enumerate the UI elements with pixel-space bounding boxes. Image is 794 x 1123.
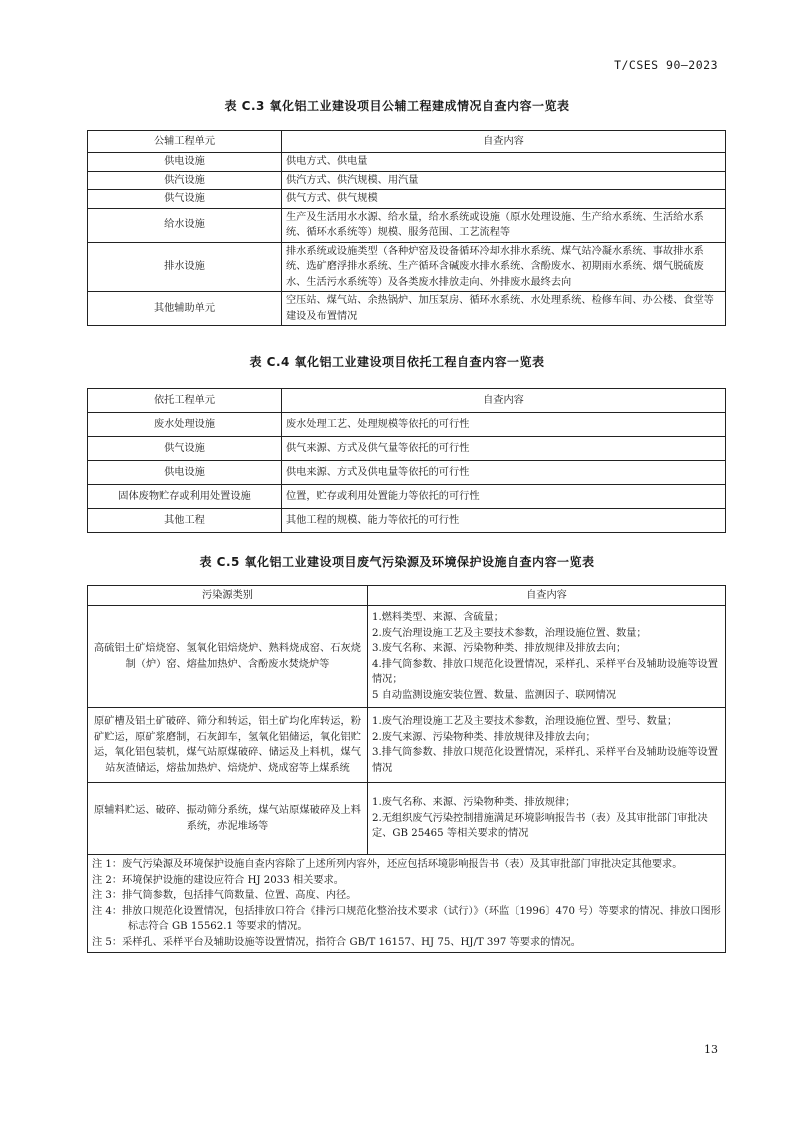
- table-row: [88, 461, 726, 485]
- standard-code: T/CSES 90—2023: [614, 58, 718, 72]
- table-cell: 废水处理工艺、处理规模等依托的可行性: [282, 413, 726, 437]
- table-c5-header-source: 污染源类别: [88, 586, 368, 606]
- source-cell: 原辅料贮运、破碎、振动筛分系统，煤气站原煤破碎及上料系统，赤泥堆场等: [88, 783, 368, 855]
- list-item: 2.废气来源、污染物种类、排放规律及排放去向；: [372, 731, 596, 743]
- list-item: 3.排气筒参数、排放口规范化设置情况，采样孔、采样平台及辅助设施等设置情况: [372, 747, 718, 774]
- table-notes-row: [88, 855, 726, 953]
- table-row: [88, 208, 726, 242]
- table-cell: 固体废物贮存或利用处置设施: [88, 485, 282, 509]
- table-cell: 供电设施: [88, 461, 282, 485]
- table-cell: 废水处理设施: [88, 413, 282, 437]
- list-item: 4.排气筒参数、排放口规范化设置情况，采样孔、采样平台及辅助设施等设置情况；: [372, 658, 718, 685]
- table-c3-title: 表 C.3 氧化铝工业建设项目公辅工程建成情况自查内容一览表: [224, 99, 570, 113]
- list-item: 3.废气名称、来源、污染物种类、排放规律及排放去向；: [372, 643, 627, 654]
- list-item: 5 自动监测设施安装位置、数量、监测因子、联网情况: [372, 689, 617, 701]
- source-cell: 高硫铝土矿焙烧窑、氢氧化铝焙烧炉、熟料烧成窑、石灰烧制（炉）窑、熔盐加热炉、含酚废水焚烧炉等: [88, 606, 368, 708]
- table-cell: 其他工程的规模、能力等依托的可行性: [282, 509, 726, 533]
- note-item: 注 3：排气筒参数，包括排气筒数量、位置、高度、内径。: [92, 890, 357, 901]
- list-item: 1.燃料类型、来源、含硫量；: [372, 612, 504, 623]
- table-c4-header-unit: 依托工程单元: [88, 389, 282, 413]
- source-cell: 原矿槽及铝土矿破碎、筛分和转运，铝土矿均化库转运，粉矿贮运，原矿浆磨制，石灰卸车，氢氧化铝储运，氧化铝贮运，氧化铝包装机，煤气站原煤破碎、储运及上料机，煤气站灰渣储运，熔盐加热炉、焙烧炉、烧成窑等上煤系统: [88, 708, 368, 783]
- list-item: 1.废气名称、来源、污染物种类、排放规律；: [372, 797, 576, 809]
- table-row: [88, 606, 726, 708]
- table-cell: 供电设施: [88, 153, 282, 172]
- table-row: [88, 171, 726, 190]
- table-c4-header-content: 自查内容: [282, 389, 726, 413]
- list-item: 2.废气治理设施工艺及主要技术参数，治理设施位置、数量；: [372, 627, 647, 639]
- table-row: [88, 437, 726, 461]
- table-cell: 供电来源、方式及供电量等依托的可行性: [282, 461, 726, 485]
- table-cell: 排水设施: [88, 242, 282, 292]
- table-cell: 供电方式、供电量: [282, 153, 726, 172]
- table-row: [88, 292, 726, 326]
- table-cell: 供汽方式、供汽规模、用汽量: [282, 171, 726, 190]
- table-row: [88, 509, 726, 533]
- table-notes: [88, 855, 726, 953]
- table-cell: 供汽设施: [88, 171, 282, 190]
- table-cell: 其他辅助单元: [88, 292, 282, 326]
- table-row: [88, 413, 726, 437]
- table-c3: [87, 130, 726, 326]
- table-cell: 供气设施: [88, 437, 282, 461]
- table-row: [88, 242, 726, 292]
- page-number: 13: [704, 1043, 718, 1056]
- table-c5-header-content: 自查内容: [368, 586, 726, 606]
- table-cell: 生产及生活用水水源、给水量，给水系统或设施（原水处理设施、生产给水系统、生活给水系统、循环水系统等）规模、服务范围、工艺流程等: [282, 208, 726, 242]
- content-cell: [368, 783, 726, 855]
- note-item: 注 1：废气污染源及环境保护设施自查内容除了上述所列内容外，还应包括环境影响报告书（表）及其审批部门审批决定其他要求。: [92, 859, 683, 870]
- table-c5: [87, 585, 726, 953]
- content-cell: [368, 708, 726, 783]
- table-cell: 给水设施: [88, 208, 282, 242]
- table-cell: 供气设施: [88, 190, 282, 209]
- list-item: 1.废气治理设施工艺及主要技术参数，治理设施位置、型号、数量；: [372, 716, 678, 727]
- table-c4: [87, 388, 726, 533]
- table-c3-header-content: 自查内容: [282, 131, 726, 153]
- table-cell: 位置，贮存或利用处置能力等依托的可行性: [282, 485, 726, 509]
- table-row: [88, 708, 726, 783]
- table-cell: 其他工程: [88, 509, 282, 533]
- table-cell: 供气方式、供气规模: [282, 190, 726, 209]
- table-c4-title: 表 C.4 氧化铝工业建设项目依托工程自查内容一览表: [249, 355, 545, 369]
- note-item: 注 2：环境保护设施的建设应符合 HJ 2033 相关要求。: [92, 874, 344, 886]
- table-row: [88, 783, 726, 855]
- table-cell: 供气来源、方式及供气量等依托的可行性: [282, 437, 726, 461]
- note-item: 注 4：排放口规范化设置情况，包括排放口符合《排污口规范化整治技术要求（试行）》（环监〔1996〕470 号）等要求的情况、排放口图形标志符合 GB 15562.1 等要求的情况。: [92, 905, 721, 932]
- table-row: [88, 153, 726, 172]
- content-cell: [368, 606, 726, 708]
- table-cell: 排水系统或设施类型（各种炉窑及设备循环冷却水排水系统、煤气站冷凝水系统、事故排水系统、选矿磨浮排水系统、生产循环含碱废水排水系统、含酚废水、初期雨水系统、烟气脱硫废水、生活污水系统等）及各类废水排放走向、外排废水最终去向: [282, 242, 726, 292]
- table-c5-title: 表 C.5 氧化铝工业建设项目废气污染源及环境保护设施自查内容一览表: [199, 555, 595, 569]
- note-item: 注 5：采样孔、采样平台及辅助设施等设置情况，指符合 GB/T 16157、HJ 75、HJ/T 397 等要求的情况。: [92, 936, 581, 948]
- table-row: [88, 485, 726, 509]
- table-row: [88, 190, 726, 209]
- table-c3-header-unit: 公辅工程单元: [88, 131, 282, 153]
- table-cell: 空压站、煤气站、余热锅炉、加压泵房、循环水系统、水处理系统、检修车间、办公楼、食堂等建设及布置情况: [282, 292, 726, 326]
- list-item: 2.无组织废气污染控制措施满足环境影响报告书（表）及其审批部门审批决定、GB 25465 等相关要求的情况: [372, 812, 708, 840]
